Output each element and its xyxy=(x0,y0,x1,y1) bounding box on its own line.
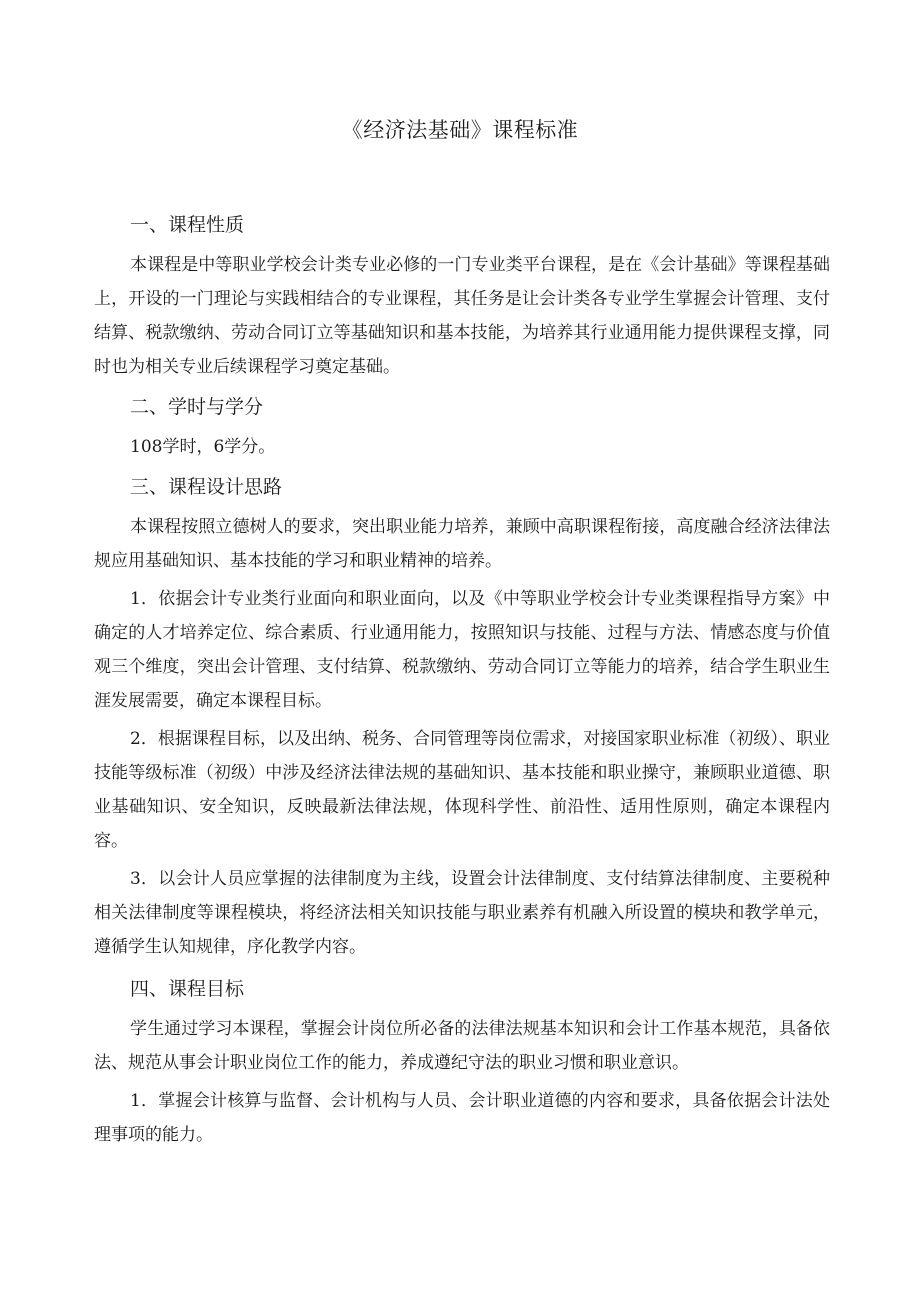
document-body xyxy=(94,206,830,1156)
section-heading: 一、课程性质 xyxy=(130,214,245,236)
paragraph: 1．掌握会计核算与监督、会计机构与人员、会计职业道德的内容和要求，具备依据会计法处理事项的能力。 xyxy=(94,1091,830,1145)
section-heading: 四、课程目标 xyxy=(130,978,245,1000)
section-course-goals xyxy=(94,970,830,1152)
section-course-nature xyxy=(94,206,830,384)
section-design-ideas xyxy=(94,468,830,964)
section-hours-credits xyxy=(94,388,830,464)
paragraph: 2．根据课程目标，以及出纳、税务、合同管理等岗位需求，对接国家职业标准（初级）、职业技能等级标准（初级）中涉及经济法律法规的基础知识、基本技能和职业操守，兼顾职业道德、职业基础知识、安全知识，反映最新法律法规，体现科学性、前沿性、适用性原则，确定本课程内容。 xyxy=(94,729,830,851)
section-heading: 三、课程设计思路 xyxy=(130,476,283,498)
paragraph: 本课程按照立德树人的要求，突出职业能力培养，兼顾中高职课程衔接，高度融合经济法律法规应用基础知识、基本技能的学习和职业精神的培养。 xyxy=(94,517,830,571)
document-title: 《经济法基础》课程标准 xyxy=(341,118,579,142)
paragraph: 学生通过学习本课程，掌握会计岗位所必备的法律法规基本知识和会计工作基本规范，具备依法、规范从事会计职业岗位工作的能力，养成遵纪守法的职业习惯和职业意识。 xyxy=(94,1019,830,1073)
paragraph: 108学时，6学分。 xyxy=(130,437,276,457)
paragraph: 本课程是中等职业学校会计类专业必修的一门专业类平台课程，是在《会计基础》等课程基础上，开设的一门理论与实践相结合的专业课程，其任务是让会计类各专业学生掌握会计管理、支付结算、税款缴纳、劳动合同订立等基础知识和基本技能，为培养其行业通用能力提供课程支撑，同时也为相关专业后续课程学习奠定基础。 xyxy=(94,255,830,377)
section-heading: 二、学时与学分 xyxy=(130,396,264,418)
paragraph: 1．依据会计专业类行业面向和职业面向，以及《中等职业学校会计专业类课程指导方案》中确定的人才培养定位、综合素质、行业通用能力，按照知识与技能、过程与方法、情感态度与价值观三个维度，突出会计管理、支付结算、税款缴纳、劳动合同订立等能力的培养，结合学生职业生涯发展需要，确定本课程目标。 xyxy=(94,589,830,711)
paragraph: 3．以会计人员应掌握的法律制度为主线，设置会计法律制度、支付结算法律制度、主要税种相关法律制度等课程模块，将经济法相关知识技能与职业素养有机融入所设置的模块和教学单元，遵循学生认知规律，序化教学内容。 xyxy=(94,869,830,957)
